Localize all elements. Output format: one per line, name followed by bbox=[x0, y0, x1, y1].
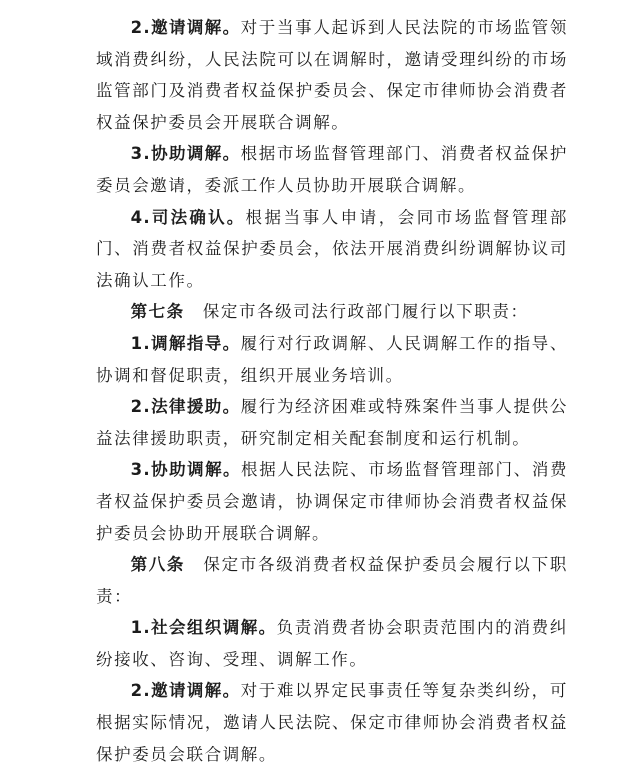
paragraph-invite-mediation-consumer bbox=[96, 675, 568, 770]
item-heading: 3.协助调解。 bbox=[130, 144, 241, 164]
paragraph-legal-aid bbox=[96, 391, 568, 454]
item-heading: 1.调解指导。 bbox=[130, 333, 241, 353]
paragraph-assist-mediation-court bbox=[96, 138, 568, 201]
item-text: 对于当事人起诉到人民法院的市场监管领域消费纠纷，人民法院可以在调解时，邀请受理纠纷的市场监管部门及消费者权益保护委员会、保定市律师协会消费者权益保护委员会开展联合调解。 bbox=[96, 18, 568, 132]
article-text: 保定市各级消费者权益保护委员会履行以下职责： bbox=[96, 555, 569, 606]
item-heading: 1.社会组织调解。 bbox=[130, 618, 277, 638]
item-text: 履行为经济困难或特殊案件当事人提供公益法律援助职责，研究制定相关配套制度和运行机制。 bbox=[96, 397, 568, 448]
paragraph-social-mediation bbox=[96, 612, 568, 675]
item-text: 负责消费者协会职责范围内的消费纠纷接收、咨询、受理、调解工作。 bbox=[96, 618, 568, 669]
paragraph-judicial-confirmation bbox=[96, 202, 568, 297]
item-text: 根据人民法院、市场监督管理部门、消费者权益保护委员会邀请，协调保定市律师协会消费者权益保护委员会协助开展联合调解。 bbox=[96, 460, 569, 543]
item-text: 履行对行政调解、人民调解工作的指导、协调和督促职责，组织开展业务培训。 bbox=[96, 333, 568, 385]
article-7 bbox=[96, 296, 568, 328]
item-heading: 3.协助调解。 bbox=[130, 460, 242, 480]
article-heading: 第八条 bbox=[130, 555, 186, 575]
item-text: 对于难以界定民事责任等复杂类纠纷，可根据实际情况，邀请人民法院、保定市律师协会消费者权益保护委员会联合调解。 bbox=[96, 681, 568, 764]
item-heading: 2.邀请调解。 bbox=[130, 18, 241, 37]
item-heading: 2.邀请调解。 bbox=[130, 681, 241, 701]
article-text: 保定市各级司法行政部门履行以下职责： bbox=[202, 302, 529, 322]
item-heading: 2.法律援助。 bbox=[130, 397, 241, 417]
article-8 bbox=[96, 549, 568, 612]
document-body bbox=[96, 12, 568, 770]
item-heading: 4.司法确认。 bbox=[130, 207, 246, 227]
paragraph-invite-mediation-court bbox=[96, 12, 568, 138]
item-text: 根据当事人申请，会同市场监督管理部门、消费者权益保护委员会，依法开展消费纠纷调解协议司法确认工作。 bbox=[96, 207, 568, 290]
paragraph-mediation-guidance bbox=[96, 328, 568, 391]
paragraph-assist-mediation-justice bbox=[96, 454, 568, 549]
item-text: 根据市场监督管理部门、消费者权益保护委员会邀请，委派工作人员协助开展联合调解。 bbox=[96, 144, 568, 195]
article-heading: 第七条 bbox=[130, 302, 185, 322]
